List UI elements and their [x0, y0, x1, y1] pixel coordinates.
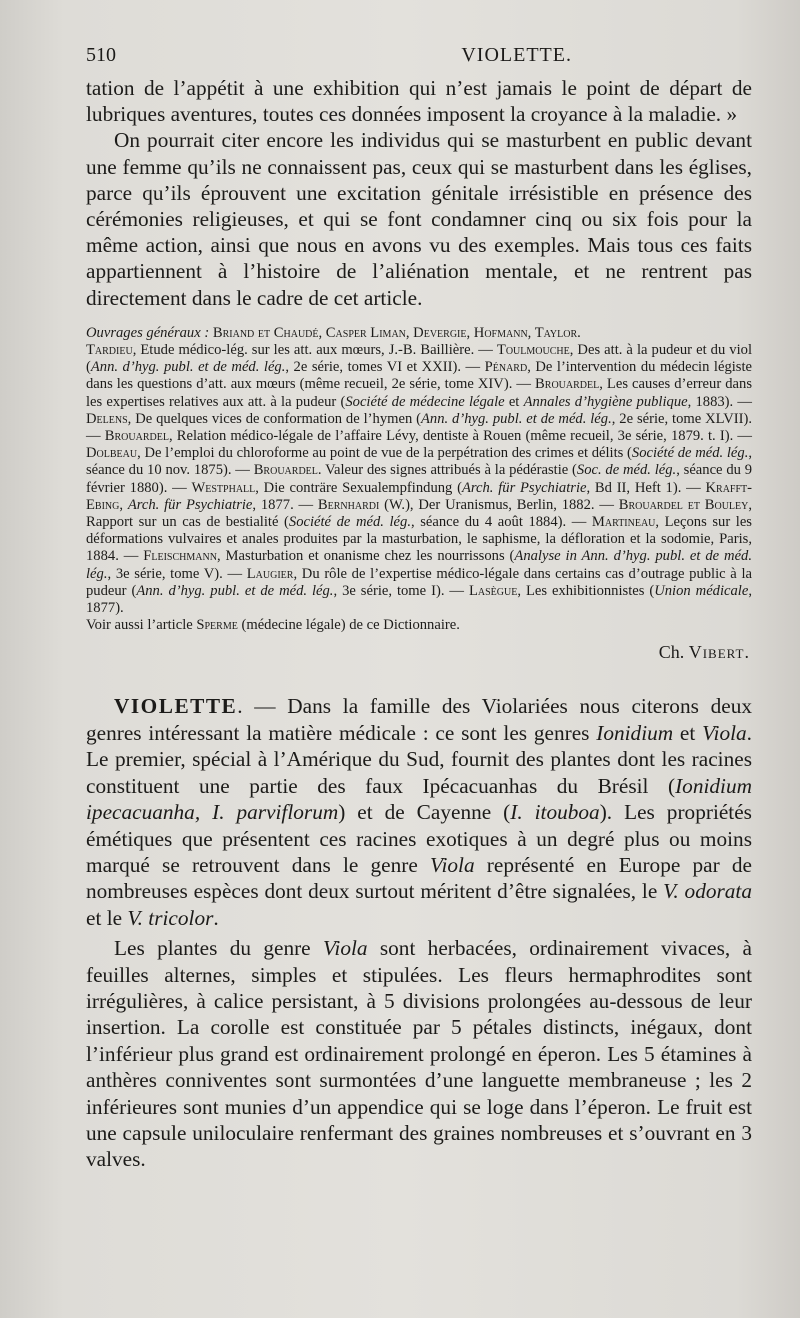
bib-journal: Ann. d’hyg. publ. et de méd. lég.	[136, 582, 334, 599]
bib-author: Brouardel et Bouley	[618, 496, 749, 513]
italic-term: Viola	[430, 852, 475, 877]
bib-text: , 2e série, tome XLVII). —	[86, 410, 752, 445]
paragraph: tation de l’appétit à une exhibition qui n’est jamais le point de départ de lubriques aventures, toutes ces données imposent la croyance à la maladie. »	[86, 76, 752, 127]
author-signature	[86, 642, 752, 663]
bib-text: , Les exhibitionnistes (	[517, 582, 655, 599]
bib-journal: Soc. de méd. lég.	[576, 462, 677, 479]
bib-author: Fleischmann	[143, 548, 217, 565]
bib-text: , Masturbation et onanisme chez les nourrissons (	[216, 548, 515, 565]
text-run: représenté en Europe par de nombreuses espèces dont deux surtout méritent d’être signalées, le	[86, 852, 752, 904]
bib-text: , séance du 10 nov. 1875). —	[86, 445, 753, 479]
article-text	[86, 75, 752, 311]
signature-initials: Ch.	[658, 642, 685, 663]
italic-term: Ionidium	[596, 720, 674, 745]
bib-journal: Arch. für Psychiatrie	[127, 496, 253, 513]
entry-headword: VIOLETTE	[114, 694, 238, 719]
italic-term: V. tricolor	[127, 905, 214, 930]
bib-author: Tardieu	[86, 342, 133, 359]
bib-text: , séance du 9 février 1880). —	[86, 462, 752, 496]
italic-term: Viola	[702, 720, 747, 745]
bib-journal: Arch. für Psychiatrie	[461, 479, 587, 496]
bib-text: , Etude médico-lég. sur les att. aux mœurs, J.-B. Baillière. —	[132, 342, 497, 359]
bib-text: , Des att. à la pudeur et du viol (	[86, 342, 752, 376]
bib-author: Lasègue	[468, 582, 518, 599]
bib-text: , 1877. —	[252, 496, 318, 513]
text-run: sont herbacées, ordinairement vivaces, à feuilles alternes, simples et stipulées. Les fleurs hermaphrodites sont irrégulières, à calice persistant, à 5 divisions prolongées au-dessous de leur insertion. La corolle est constituée par 5 pétales distincts, inégaux, dont l’inférieur plus grand est ordinairement prolongé en éperon. Les 5 étamines à anthères conniventes sont surmontées d’une languette membraneuse ; les 2 inférieures sont munies d’un appendice qui se loge dans l’éperon. Le fruit est une capsule uniloculaire renfermant des graines nombreuses et s’ouvrant en 3 valves.	[86, 936, 752, 1172]
bib-text: , Les causes d’erreur dans les expertises relatives aux att. à la pudeur (	[86, 376, 752, 410]
bib-author: Brouardel	[104, 428, 169, 445]
bib-text: , Rapport sur un cas de bestialité (	[86, 496, 753, 531]
bib-journal: Annales d’hygiène publique	[523, 393, 688, 410]
bibliography-general	[86, 325, 752, 342]
bib-text: , De l’emploi du chloroforme au point de vue de la perpétration des crimes et délits (	[137, 445, 632, 462]
bib-journal: Analyse in Ann. d’hyg. publ. et de méd. lég.	[86, 548, 752, 582]
bib-text: et	[504, 393, 524, 410]
bib-text: , Die conträre Sexualempfindung (	[255, 479, 462, 496]
bib-author: Toulmouche	[496, 342, 570, 359]
bib-journal: Société de méd. lég.	[288, 514, 411, 531]
text-run: et le	[86, 905, 128, 930]
text-run: . — Dans la famille des Violariées nous citerons deux genres intéressant la matière médicale : ce sont les genres	[86, 694, 752, 745]
bib-text: , De quelques vices de conformation de l’hymen (	[127, 410, 421, 427]
bib-text: , De l’intervention du médecin légiste dans les questions d’att. aux mœurs (même recueil, 2e série, tome XIV). —	[86, 359, 753, 393]
bib-author: Brouardel	[253, 462, 318, 479]
bib-text: , 3e série, tome I). —	[333, 582, 469, 599]
text-run: ). Les propriétés émétiques que présentent ces racines exotiques à un degré plus ou moins marqué se retrouvent dans le genre	[86, 800, 752, 877]
bibliography-list	[86, 342, 752, 617]
italic-term: V. odorata	[663, 879, 752, 904]
page-number: 510	[86, 44, 116, 66]
bib-author: Martineau	[591, 514, 656, 531]
bib-text: , 1883). —	[687, 393, 752, 410]
italic-term: Viola	[322, 936, 368, 961]
bib-authors: Briand et Chaudé, Casper Liman, Devergie, Hofmann, Taylor.	[212, 324, 581, 341]
signature-name: Vibert.	[688, 642, 750, 663]
running-title: VIOLETTE.	[461, 44, 572, 66]
bib-text: ,	[119, 496, 128, 513]
bib-journal: Société de méd. lég.	[631, 445, 749, 462]
bibliography-see-also	[86, 617, 752, 634]
text-run: Les plantes du genre	[114, 936, 323, 961]
bib-text: , Leçons sur les déformations vulvaires et anales produites par la masturbation, le saphisme, la défloration et la sodomie, Paris, 1884. —	[86, 514, 752, 565]
bib-text: (W.), Der Uranismus, Berlin, 1882. —	[379, 496, 619, 513]
bib-text: , séance du 4 août 1884). —	[411, 514, 592, 531]
bib-label: Ouvrages généraux :	[86, 324, 210, 341]
bib-text: , 3e série, tome V). —	[107, 565, 247, 582]
paragraph: On pourrait citer encore les individus qui se masturbent en public devant une femme qu’ils ne connaissent pas, ceux qui se masturbent dans les églises, parce qu’ils éprouvent une excitation génitale irrésistible en présence des cérémonies religieuses, et qui se font condamner cinq ou six fois pour la même action, ainsi que nous en avons vu des exemples. Mais tous ces faits appartiennent à l’histoire de l’aliénation mentale, et ne rentrent pas directement dans le cadre de cet article.	[86, 128, 752, 310]
bib-text: , 1877).	[86, 582, 752, 617]
bib-author: Westphall	[191, 479, 256, 496]
italic-term: I. itouboa	[510, 800, 600, 825]
bibliography	[86, 325, 752, 635]
bib-text: , Du rôle de l’expertise médico-légale dans certains cas d’outrage public à la pudeur (	[86, 565, 753, 599]
paragraph	[86, 935, 752, 1173]
bib-author: Pénard	[484, 359, 528, 376]
bib-text: Voir aussi l’article	[86, 617, 197, 634]
bib-journal: Ann. d’hyg. publ. et de méd. lég.	[90, 359, 286, 376]
italic-term: Ionidium ipecacuanha, I. parviflorum	[86, 773, 752, 825]
paragraph	[86, 693, 752, 931]
text-run: et	[673, 720, 703, 745]
bib-journal: Société de médecine légale	[345, 393, 505, 410]
bib-journal: Union médicale	[654, 582, 749, 599]
bib-author: Brouardel	[535, 376, 600, 393]
bib-author: Delens	[86, 410, 128, 427]
bib-text: , Bd II, Heft 1). —	[586, 479, 706, 496]
bib-author: Bernhardi	[317, 496, 380, 513]
bib-text: . Valeur des signes attribués à la pédérastie (	[317, 462, 577, 479]
bib-text: , Relation médico-légale de l’affaire Lévy, dentiste à Rouen (même recueil, 3e série, 1879. t. I). —	[168, 428, 753, 445]
article-violette	[86, 693, 752, 1172]
page-header	[86, 44, 752, 67]
bib-crossref: Sperme	[196, 617, 238, 634]
bib-author: Krafft-Ebing	[86, 479, 753, 513]
text-run: . Le premier, spécial à l’Amérique du Sud, fournit des plantes dont les racines constituent une partie des faux Ipécacuanhas du Brésil (	[86, 720, 752, 798]
bib-author: Dolbeau	[86, 445, 138, 462]
bib-text: , 2e série, tomes VI et XXII). —	[285, 359, 485, 376]
text-run: ) et de Cayenne (	[338, 800, 511, 825]
bib-journal: Ann. d’hyg. publ. et de méd. lég.	[421, 410, 612, 427]
bib-text: (médecine légale) de ce Dictionnaire.	[237, 617, 460, 634]
text-run: .	[213, 905, 219, 930]
bib-author: Laugier	[246, 565, 294, 582]
